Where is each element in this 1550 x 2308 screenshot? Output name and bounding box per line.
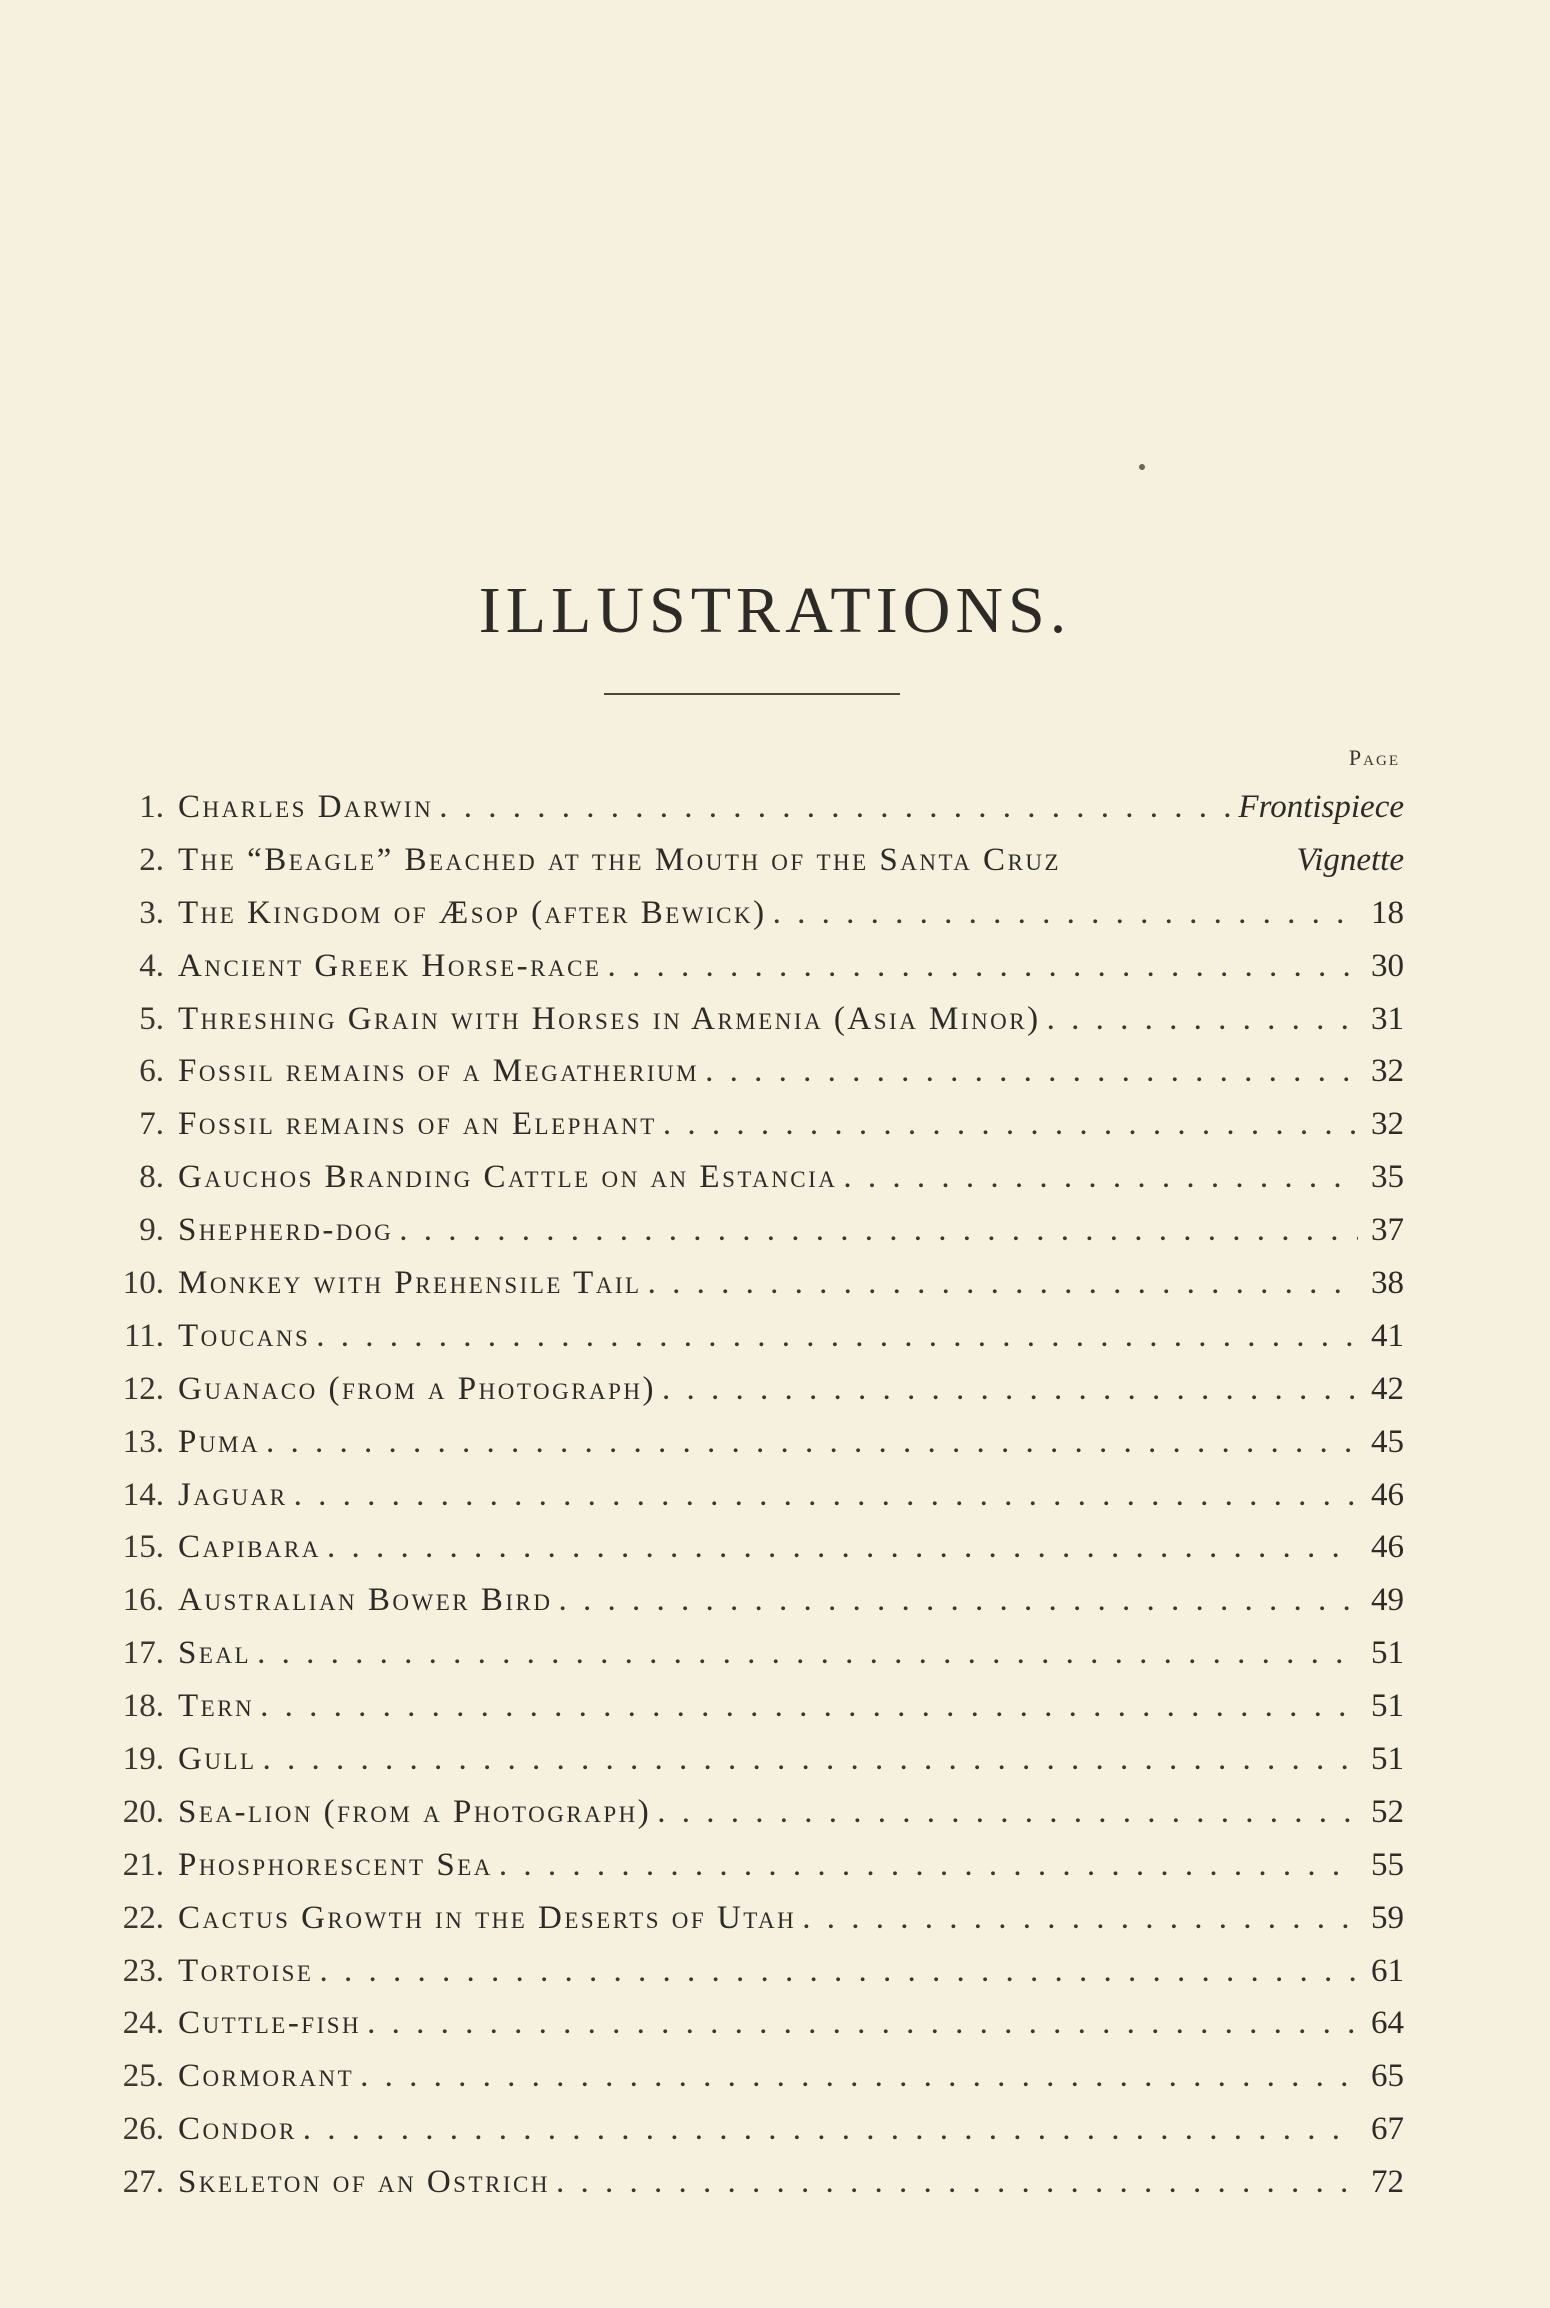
illustrations-list [112,781,1404,2209]
list-item [112,993,1404,1046]
entry-page: 52 [1371,1793,1404,1830]
entry-number: 15. [122,1529,164,1566]
entry-caption: Charles Darwin [178,789,434,825]
entry-number: 10. [122,1265,164,1302]
entry-number: 8. [139,1159,164,1196]
list-item [112,1627,1404,1680]
entry-caption: Monkey with Prehensile Tail [178,1265,642,1302]
entry-page: 72 [1371,2164,1404,2201]
dot-leader [657,1786,1358,1839]
list-item [112,940,1404,993]
dot-leader [663,1098,1358,1151]
list-item [112,887,1404,940]
entry-caption: Phosphorescent Sea [178,1846,493,1883]
dot-leader [360,2050,1358,2103]
entry-page: 32 [1371,1053,1404,1090]
dot-leader [294,1469,1358,1522]
list-item [112,1892,1404,1945]
entry-page: 51 [1371,1688,1404,1725]
entry-page: 37 [1371,1212,1404,1249]
entry-caption: Seal [178,1635,252,1672]
entry-caption: Capibara [178,1529,321,1566]
list-item [112,1733,1404,1786]
dot-leader [319,1945,1358,1998]
dot-leader [705,1045,1358,1098]
entry-number: 9. [139,1212,164,1249]
entry-caption: Puma [178,1423,261,1460]
dot-leader [263,1733,1358,1786]
entry-number: 18. [122,1688,164,1725]
entry-page: 55 [1371,1846,1404,1883]
entry-caption: Sea-lion (from a Photograph) [178,1793,652,1830]
list-item [112,781,1404,834]
list-item [112,1574,1404,1627]
page-column-label: Page [1348,745,1400,770]
list-item [112,2050,1404,2103]
entry-caption: Shepherd-dog [178,1212,394,1249]
entry-number: 16. [122,1582,164,1619]
entry-page: 31 [1371,1000,1404,1037]
list-item [112,1257,1404,1310]
entry-caption: Gauchos Branding Cattle on an Estancia [178,1159,838,1196]
dot-leader [260,1680,1358,1733]
entry-caption: Cactus Growth in the Deserts of Utah [178,1899,797,1936]
entry-number: 27. [122,2164,164,2201]
entry-page: 65 [1371,2058,1404,2095]
entry-number: 20. [122,1793,164,1830]
dot-leader [662,1363,1358,1416]
dot-leader [367,1997,1358,2050]
list-item [112,1786,1404,1839]
entry-page: 38 [1371,1265,1404,1302]
dot-leader [648,1257,1358,1310]
entry-number: 14. [122,1476,164,1513]
dot-leader [607,940,1358,993]
entry-page: 30 [1371,947,1404,984]
entry-number: 19. [122,1741,164,1778]
entry-caption: Tortoise [178,1952,314,1989]
entry-number: 21. [122,1846,164,1883]
entry-number: 17. [122,1635,164,1672]
entry-number: 3. [139,894,164,931]
entry-page: 41 [1371,1317,1404,1354]
entry-page: 59 [1371,1899,1404,1936]
entry-caption: Fossil remains of an Elephant [178,1106,657,1143]
dot-leader [556,2156,1358,2209]
dot-leader [1047,993,1358,1046]
dot-leader [843,1151,1358,1204]
entry-number: 26. [122,2111,164,2148]
entry-caption: Jaguar [178,1476,288,1513]
entry-number: 24. [122,2005,164,2042]
dot-leader [257,1627,1358,1680]
entry-caption: Cuttle-fish [178,2005,362,2042]
entry-number: 13. [122,1423,164,1460]
entry-page: 61 [1371,1952,1404,1989]
dot-leader [499,1839,1358,1892]
entry-page: 35 [1371,1159,1404,1196]
list-item [112,1310,1404,1363]
entry-page: 46 [1371,1476,1404,1513]
dot-leader [399,1204,1358,1257]
entry-page: 42 [1371,1370,1404,1407]
entry-number: 23. [122,1952,164,1989]
entry-caption: Skeleton of an Ostrich [178,2164,550,2201]
list-item [112,1204,1404,1257]
entry-caption: Fossil remains of a Megatherium [178,1053,700,1090]
entry-number: 2. [139,841,164,878]
entry-number: 5. [139,1000,164,1037]
list-item [112,1680,1404,1733]
entry-caption: Condor [178,2111,297,2148]
entry-page: 32 [1371,1106,1404,1143]
list-item [112,1416,1404,1469]
list-item [112,1469,1404,1522]
entry-page: 64 [1371,2005,1404,2042]
entry-number: 6. [139,1053,164,1090]
ink-speck [1139,464,1145,470]
list-item [112,1839,1404,1892]
entry-caption: The Kingdom of Æsop (after Bewick) [178,894,767,931]
entry-page: 49 [1371,1582,1404,1619]
entry-caption: Threshing Grain with Horses in Armenia (Asia Minor) [178,1000,1041,1037]
dot-leader [773,887,1358,940]
dot-leader [266,1416,1358,1469]
dot-leader [802,1892,1358,1945]
dot-leader [303,2103,1358,2156]
list-item [112,2156,1404,2209]
entry-page: 45 [1371,1423,1404,1460]
entry-page: Frontispiece [1238,789,1404,825]
list-item [112,1997,1404,2050]
entry-caption: Toucans [178,1317,311,1354]
list-item [112,1045,1404,1098]
page-title: ILLUSTRATIONS. [478,574,1072,648]
entry-caption: Australian Bower Bird [178,1582,553,1619]
entry-caption: Guanaco (from a Photograph) [178,1370,657,1407]
dot-leader [439,781,1232,834]
entry-number: 4. [139,947,164,984]
dot-leader [559,1574,1358,1627]
title-rule [604,693,900,695]
list-item [112,1098,1404,1151]
entry-number: 7. [139,1106,164,1143]
entry-page: 51 [1371,1741,1404,1778]
entry-number: 1. [139,789,164,825]
entry-caption: Tern [178,1688,255,1725]
list-item [112,2103,1404,2156]
entry-number: 12. [122,1370,164,1407]
dot-leader [316,1310,1358,1363]
list-item [112,834,1404,887]
list-item [112,1945,1404,1998]
entry-page: 46 [1371,1529,1404,1566]
entry-page: 51 [1371,1635,1404,1672]
entry-number: 25. [122,2058,164,2095]
entry-page: 18 [1371,894,1404,931]
dot-leader [327,1521,1358,1574]
entry-number: 22. [122,1899,164,1936]
list-item [112,1363,1404,1416]
list-item [112,1151,1404,1204]
list-item [112,1521,1404,1574]
entry-caption: Gull [178,1741,257,1778]
entry-caption: Cormorant [178,2058,355,2095]
entry-caption: The “Beagle” Beached at the Mouth of the Santa Cruz [178,841,1062,878]
entry-page: Vignette [1296,841,1404,878]
entry-page: 67 [1371,2111,1404,2148]
entry-caption: Ancient Greek Horse-race [178,947,602,984]
entry-number: 11. [123,1317,164,1354]
